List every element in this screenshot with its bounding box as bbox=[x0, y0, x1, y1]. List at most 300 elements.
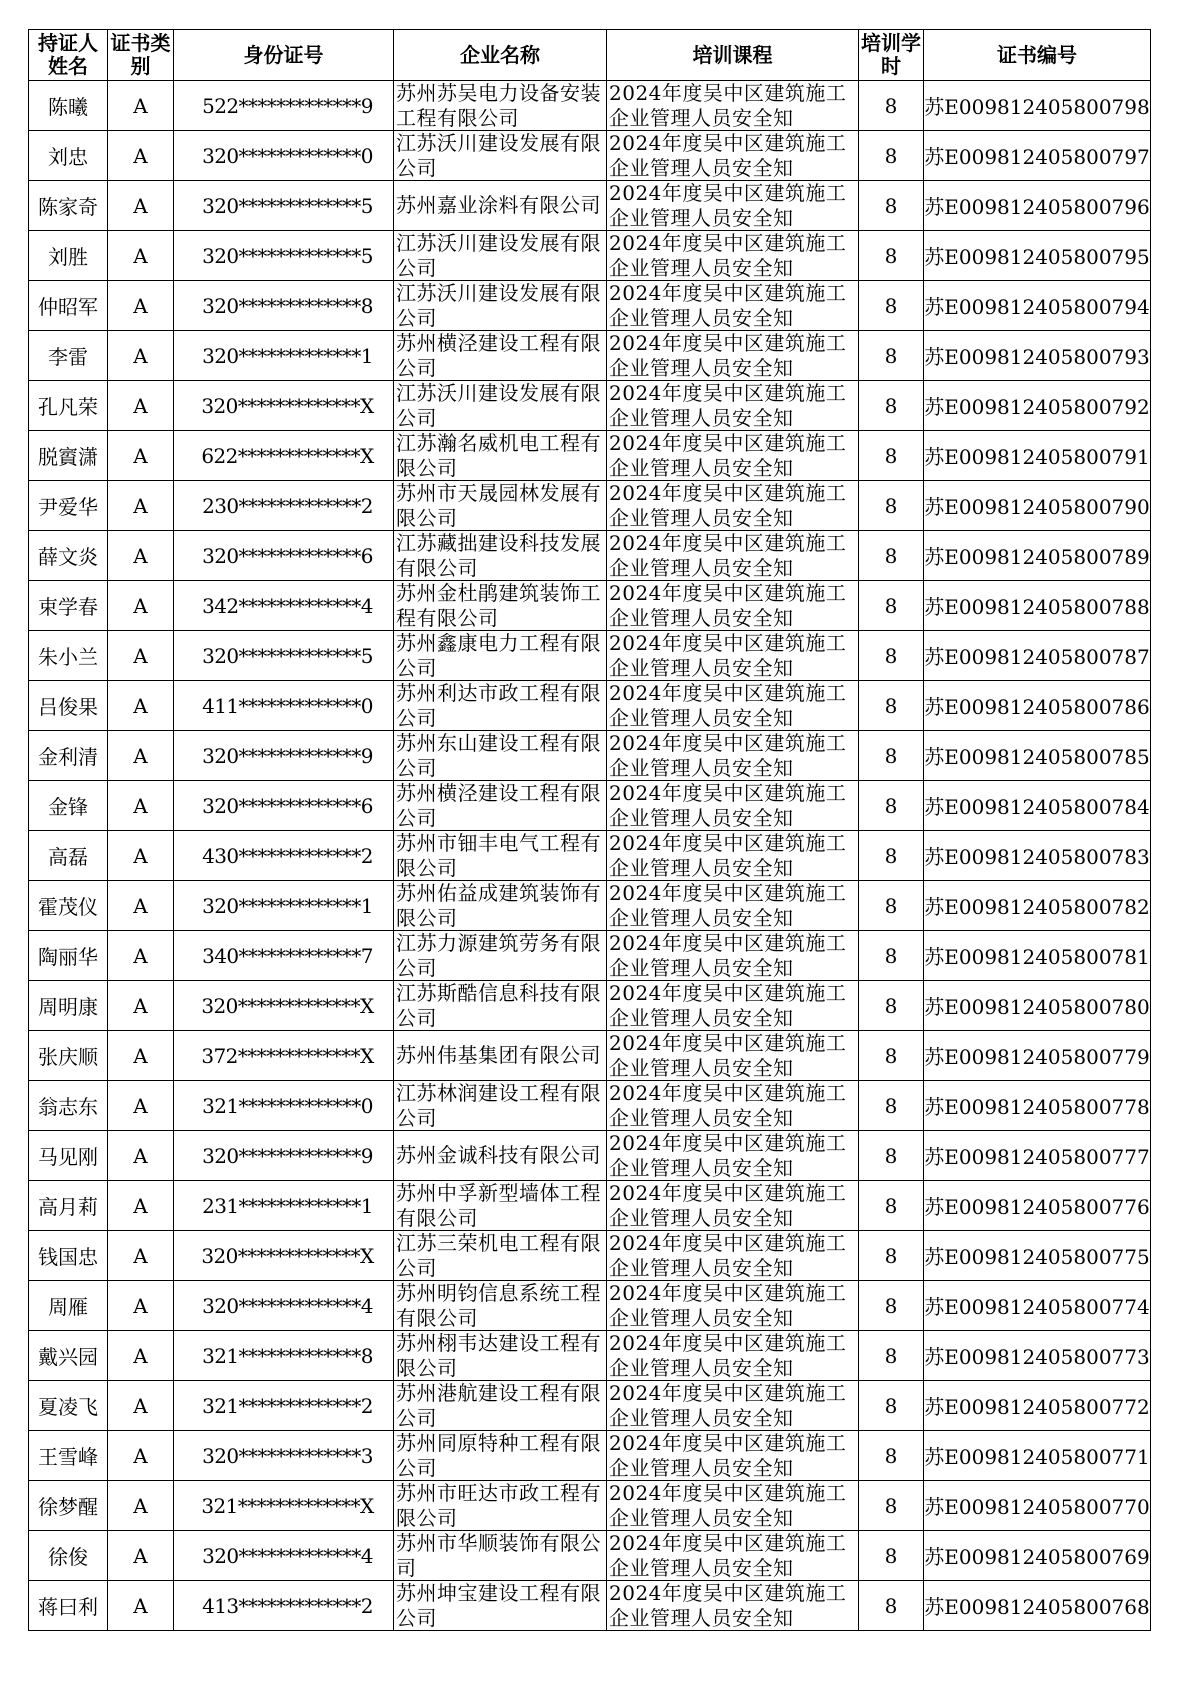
cell-course bbox=[607, 731, 859, 781]
cell-course-text: 2024年度吴中区建筑施工企业管理人员安全知 bbox=[609, 481, 847, 530]
cell-id-number: 320*************1 bbox=[174, 881, 394, 931]
cell-category: A bbox=[108, 1581, 174, 1631]
cell-name: 朱小兰 bbox=[29, 631, 108, 681]
cell-company bbox=[394, 1281, 607, 1331]
cell-cert-number: 苏E009812405800781 bbox=[924, 931, 1151, 981]
cell-hours: 8 bbox=[859, 931, 924, 981]
cell-company-text: 苏州港航建设工程有限公司 bbox=[396, 1381, 601, 1430]
cell-company-text: 江苏藏拙建设科技发展有限公司 bbox=[396, 531, 601, 580]
cell-course bbox=[607, 81, 859, 131]
header-hours: 培训学时 bbox=[859, 30, 924, 81]
cell-cert-number: 苏E009812405800791 bbox=[924, 431, 1151, 481]
cell-name: 束学春 bbox=[29, 581, 108, 631]
cell-hours: 8 bbox=[859, 381, 924, 431]
cell-cert-number: 苏E009812405800769 bbox=[924, 1531, 1151, 1581]
cell-id-number: 230*************2 bbox=[174, 481, 394, 531]
cell-cert-number: 苏E009812405800788 bbox=[924, 581, 1151, 631]
cell-course-text: 2024年度吴中区建筑施工企业管理人员安全知 bbox=[609, 731, 847, 780]
cell-company bbox=[394, 881, 607, 931]
cell-hours: 8 bbox=[859, 631, 924, 681]
cell-id-number: 231*************1 bbox=[174, 1181, 394, 1231]
cell-cert-number: 苏E009812405800793 bbox=[924, 331, 1151, 381]
table-row bbox=[29, 1031, 1151, 1081]
cell-cert-number: 苏E009812405800779 bbox=[924, 1031, 1151, 1081]
cell-name: 刘胜 bbox=[29, 231, 108, 281]
cell-course bbox=[607, 831, 859, 881]
cell-company bbox=[394, 1131, 607, 1181]
table-row bbox=[29, 581, 1151, 631]
cell-course bbox=[607, 1231, 859, 1281]
cell-id-number: 321*************2 bbox=[174, 1381, 394, 1431]
cell-category: A bbox=[108, 981, 174, 1031]
cell-cert-number: 苏E009812405800795 bbox=[924, 231, 1151, 281]
cell-category: A bbox=[108, 531, 174, 581]
cell-name: 马见刚 bbox=[29, 1131, 108, 1181]
cell-course-text: 2024年度吴中区建筑施工企业管理人员安全知 bbox=[609, 1081, 847, 1130]
cell-id-number: 320*************5 bbox=[174, 231, 394, 281]
cell-course bbox=[607, 781, 859, 831]
cell-course bbox=[607, 1181, 859, 1231]
cell-course-text: 2024年度吴中区建筑施工企业管理人员安全知 bbox=[609, 531, 847, 580]
cell-name: 刘忠 bbox=[29, 131, 108, 181]
table-row bbox=[29, 431, 1151, 481]
table-row bbox=[29, 281, 1151, 331]
cell-course bbox=[607, 1281, 859, 1331]
cell-hours: 8 bbox=[859, 1431, 924, 1481]
cell-course bbox=[607, 1531, 859, 1581]
cell-hours: 8 bbox=[859, 431, 924, 481]
table-row bbox=[29, 1531, 1151, 1581]
cell-hours: 8 bbox=[859, 1231, 924, 1281]
cell-name: 王雪峰 bbox=[29, 1431, 108, 1481]
cell-course-text: 2024年度吴中区建筑施工企业管理人员安全知 bbox=[609, 1581, 847, 1630]
cell-id-number: 321*************X bbox=[174, 1481, 394, 1531]
cell-id-number: 320*************1 bbox=[174, 331, 394, 381]
cell-company bbox=[394, 1331, 607, 1381]
cell-course bbox=[607, 431, 859, 481]
cell-course-text: 2024年度吴中区建筑施工企业管理人员安全知 bbox=[609, 231, 847, 280]
cell-category: A bbox=[108, 481, 174, 531]
cell-company-text: 苏州明钧信息系统工程有限公司 bbox=[396, 1281, 601, 1330]
cell-company bbox=[394, 1481, 607, 1531]
cell-category: A bbox=[108, 1281, 174, 1331]
cell-name: 张庆顺 bbox=[29, 1031, 108, 1081]
table-row bbox=[29, 681, 1151, 731]
cell-company bbox=[394, 1081, 607, 1131]
cell-company-text: 苏州佑益成建筑装饰有限公司 bbox=[396, 881, 601, 930]
cell-hours: 8 bbox=[859, 1031, 924, 1081]
cell-name: 仲昭军 bbox=[29, 281, 108, 331]
cell-category: A bbox=[108, 1431, 174, 1481]
cell-hours: 8 bbox=[859, 1581, 924, 1631]
cell-company bbox=[394, 531, 607, 581]
cell-name: 金锋 bbox=[29, 781, 108, 831]
cell-company-text: 苏州市钿丰电气工程有限公司 bbox=[396, 831, 601, 880]
cell-hours: 8 bbox=[859, 881, 924, 931]
cell-name: 尹爱华 bbox=[29, 481, 108, 531]
cell-hours: 8 bbox=[859, 981, 924, 1031]
cell-course bbox=[607, 281, 859, 331]
cell-category: A bbox=[108, 631, 174, 681]
cell-company-text: 苏州金诚科技有限公司 bbox=[396, 1143, 601, 1167]
cell-company-text: 苏州中孚新型墙体工程有限公司 bbox=[396, 1181, 601, 1230]
cell-company bbox=[394, 581, 607, 631]
cell-name: 薛文炎 bbox=[29, 531, 108, 581]
cell-category: A bbox=[108, 231, 174, 281]
table-body bbox=[29, 81, 1151, 1631]
cell-course-text: 2024年度吴中区建筑施工企业管理人员安全知 bbox=[609, 331, 847, 380]
cell-company-text: 苏州栩韦达建设工程有限公司 bbox=[396, 1331, 601, 1380]
cell-hours: 8 bbox=[859, 1381, 924, 1431]
table-row bbox=[29, 731, 1151, 781]
cell-company-text: 江苏力源建筑劳务有限公司 bbox=[396, 931, 601, 980]
cell-company bbox=[394, 631, 607, 681]
table-row bbox=[29, 81, 1151, 131]
cell-course-text: 2024年度吴中区建筑施工企业管理人员安全知 bbox=[609, 681, 847, 730]
table-row bbox=[29, 1581, 1151, 1631]
cell-category: A bbox=[108, 831, 174, 881]
header-id-number: 身份证号 bbox=[174, 30, 394, 81]
cell-company-text: 苏州市天晟园林发展有限公司 bbox=[396, 481, 601, 530]
cell-name: 霍茂仪 bbox=[29, 881, 108, 931]
cell-company-text: 江苏三荣机电工程有限公司 bbox=[396, 1231, 601, 1280]
cell-id-number: 320*************X bbox=[174, 981, 394, 1031]
cell-company-text: 江苏沃川建设发展有限公司 bbox=[396, 231, 601, 280]
cell-category: A bbox=[108, 1131, 174, 1181]
cell-category: A bbox=[108, 431, 174, 481]
table-row bbox=[29, 231, 1151, 281]
cell-company bbox=[394, 681, 607, 731]
cell-course-text: 2024年度吴中区建筑施工企业管理人员安全知 bbox=[609, 1031, 847, 1080]
table-row bbox=[29, 1331, 1151, 1381]
cell-name: 徐梦醒 bbox=[29, 1481, 108, 1531]
table-row bbox=[29, 931, 1151, 981]
cell-course bbox=[607, 1381, 859, 1431]
cell-cert-number: 苏E009812405800768 bbox=[924, 1581, 1151, 1631]
cell-id-number: 320*************X bbox=[174, 381, 394, 431]
cell-hours: 8 bbox=[859, 131, 924, 181]
cell-course-text: 2024年度吴中区建筑施工企业管理人员安全知 bbox=[609, 631, 847, 680]
cell-cert-number: 苏E009812405800794 bbox=[924, 281, 1151, 331]
cell-hours: 8 bbox=[859, 281, 924, 331]
cell-id-number: 622*************X bbox=[174, 431, 394, 481]
cell-hours: 8 bbox=[859, 1081, 924, 1131]
cell-id-number: 320*************3 bbox=[174, 1431, 394, 1481]
cell-course bbox=[607, 981, 859, 1031]
cell-company bbox=[394, 1031, 607, 1081]
cell-category: A bbox=[108, 281, 174, 331]
cell-course bbox=[607, 1031, 859, 1081]
cell-company-text: 江苏沃川建设发展有限公司 bbox=[396, 381, 601, 430]
cell-id-number: 320*************5 bbox=[174, 181, 394, 231]
cell-category: A bbox=[108, 581, 174, 631]
cell-name: 周雁 bbox=[29, 1281, 108, 1331]
cell-name: 蒋曰利 bbox=[29, 1581, 108, 1631]
cell-course-text: 2024年度吴中区建筑施工企业管理人员安全知 bbox=[609, 781, 847, 830]
cell-name: 戴兴园 bbox=[29, 1331, 108, 1381]
table-header-row bbox=[29, 30, 1151, 81]
cell-hours: 8 bbox=[859, 1331, 924, 1381]
table-row bbox=[29, 531, 1151, 581]
cell-id-number: 321*************8 bbox=[174, 1331, 394, 1381]
cell-company bbox=[394, 381, 607, 431]
header-course: 培训课程 bbox=[607, 30, 859, 81]
cell-category: A bbox=[108, 81, 174, 131]
cell-category: A bbox=[108, 1331, 174, 1381]
cell-name: 钱国忠 bbox=[29, 1231, 108, 1281]
cell-name: 金利清 bbox=[29, 731, 108, 781]
cell-company-text: 苏州利达市政工程有限公司 bbox=[396, 681, 601, 730]
table-row bbox=[29, 781, 1151, 831]
cell-course-text: 2024年度吴中区建筑施工企业管理人员安全知 bbox=[609, 1331, 847, 1380]
table-row bbox=[29, 1281, 1151, 1331]
cell-hours: 8 bbox=[859, 481, 924, 531]
cell-course-text: 2024年度吴中区建筑施工企业管理人员安全知 bbox=[609, 131, 847, 180]
cell-id-number: 411*************0 bbox=[174, 681, 394, 731]
cell-course bbox=[607, 531, 859, 581]
cell-name: 孔凡荣 bbox=[29, 381, 108, 431]
cell-company-text: 苏州金杜鹃建筑装饰工程有限公司 bbox=[396, 581, 601, 630]
cell-cert-number: 苏E009812405800797 bbox=[924, 131, 1151, 181]
cell-company bbox=[394, 431, 607, 481]
cell-cert-number: 苏E009812405800786 bbox=[924, 681, 1151, 731]
cell-cert-number: 苏E009812405800775 bbox=[924, 1231, 1151, 1281]
header-company: 企业名称 bbox=[394, 30, 607, 81]
cell-id-number: 320*************9 bbox=[174, 1131, 394, 1181]
table-row bbox=[29, 1131, 1151, 1181]
cell-company bbox=[394, 931, 607, 981]
cell-company bbox=[394, 131, 607, 181]
cell-category: A bbox=[108, 781, 174, 831]
cell-course bbox=[607, 381, 859, 431]
cell-hours: 8 bbox=[859, 231, 924, 281]
cell-hours: 8 bbox=[859, 81, 924, 131]
cell-company bbox=[394, 181, 607, 231]
cell-cert-number: 苏E009812405800784 bbox=[924, 781, 1151, 831]
cell-id-number: 342*************4 bbox=[174, 581, 394, 631]
cell-course-text: 2024年度吴中区建筑施工企业管理人员安全知 bbox=[609, 581, 847, 630]
cell-course bbox=[607, 931, 859, 981]
table-row bbox=[29, 1081, 1151, 1131]
cell-course-text: 2024年度吴中区建筑施工企业管理人员安全知 bbox=[609, 1231, 847, 1280]
cell-category: A bbox=[108, 681, 174, 731]
cell-name: 夏凌飞 bbox=[29, 1381, 108, 1431]
cell-category: A bbox=[108, 331, 174, 381]
table-row bbox=[29, 1431, 1151, 1481]
cell-hours: 8 bbox=[859, 831, 924, 881]
cell-course bbox=[607, 1131, 859, 1181]
cell-company bbox=[394, 81, 607, 131]
cell-id-number: 321*************0 bbox=[174, 1081, 394, 1131]
cell-company-text: 江苏沃川建设发展有限公司 bbox=[396, 281, 601, 330]
cell-name: 陈家奇 bbox=[29, 181, 108, 231]
cell-id-number: 522*************9 bbox=[174, 81, 394, 131]
cell-course bbox=[607, 131, 859, 181]
certificate-table bbox=[28, 29, 1151, 1631]
cell-company bbox=[394, 781, 607, 831]
cell-cert-number: 苏E009812405800796 bbox=[924, 181, 1151, 231]
table-row bbox=[29, 881, 1151, 931]
cell-hours: 8 bbox=[859, 1281, 924, 1331]
cell-id-number: 320*************4 bbox=[174, 1281, 394, 1331]
table-row bbox=[29, 1481, 1151, 1531]
table-row bbox=[29, 181, 1151, 231]
cell-id-number: 413*************2 bbox=[174, 1581, 394, 1631]
cell-cert-number: 苏E009812405800783 bbox=[924, 831, 1151, 881]
cell-company bbox=[394, 1581, 607, 1631]
table-row bbox=[29, 831, 1151, 881]
cell-course-text: 2024年度吴中区建筑施工企业管理人员安全知 bbox=[609, 1531, 847, 1580]
cell-name: 徐俊 bbox=[29, 1531, 108, 1581]
cell-course bbox=[607, 1431, 859, 1481]
table-row bbox=[29, 381, 1151, 431]
cell-hours: 8 bbox=[859, 731, 924, 781]
cell-company bbox=[394, 981, 607, 1031]
cell-category: A bbox=[108, 181, 174, 231]
cell-course bbox=[607, 481, 859, 531]
header-category: 证书类别 bbox=[108, 30, 174, 81]
cell-cert-number: 苏E009812405800777 bbox=[924, 1131, 1151, 1181]
cell-company bbox=[394, 731, 607, 781]
cell-name: 陈曦 bbox=[29, 81, 108, 131]
cell-company-text: 江苏林润建设工程有限公司 bbox=[396, 1081, 601, 1130]
cell-company bbox=[394, 1181, 607, 1231]
cell-id-number: 372*************X bbox=[174, 1031, 394, 1081]
cell-category: A bbox=[108, 731, 174, 781]
cell-course-text: 2024年度吴中区建筑施工企业管理人员安全知 bbox=[609, 831, 847, 880]
cell-company bbox=[394, 831, 607, 881]
cell-course bbox=[607, 681, 859, 731]
cell-course bbox=[607, 631, 859, 681]
cell-course-text: 2024年度吴中区建筑施工企业管理人员安全知 bbox=[609, 181, 847, 230]
cell-company-text: 苏州鑫康电力工程有限公司 bbox=[396, 631, 601, 680]
cell-id-number: 320*************5 bbox=[174, 631, 394, 681]
cell-cert-number: 苏E009812405800780 bbox=[924, 981, 1151, 1031]
cell-cert-number: 苏E009812405800774 bbox=[924, 1281, 1151, 1331]
cell-category: A bbox=[108, 1181, 174, 1231]
cell-hours: 8 bbox=[859, 181, 924, 231]
cell-company-text: 苏州坤宝建设工程有限公司 bbox=[396, 1581, 601, 1630]
cell-category: A bbox=[108, 931, 174, 981]
cell-cert-number: 苏E009812405800782 bbox=[924, 881, 1151, 931]
cell-course-text: 2024年度吴中区建筑施工企业管理人员安全知 bbox=[609, 1181, 847, 1230]
cell-course-text: 2024年度吴中区建筑施工企业管理人员安全知 bbox=[609, 1281, 847, 1330]
table-row bbox=[29, 131, 1151, 181]
cell-hours: 8 bbox=[859, 1131, 924, 1181]
cell-cert-number: 苏E009812405800792 bbox=[924, 381, 1151, 431]
cell-course bbox=[607, 581, 859, 631]
cell-hours: 8 bbox=[859, 681, 924, 731]
cell-company bbox=[394, 481, 607, 531]
cell-name: 吕俊果 bbox=[29, 681, 108, 731]
cell-course bbox=[607, 1581, 859, 1631]
cell-course bbox=[607, 1081, 859, 1131]
cell-name: 陶丽华 bbox=[29, 931, 108, 981]
cell-name: 高磊 bbox=[29, 831, 108, 881]
cell-hours: 8 bbox=[859, 1481, 924, 1531]
cell-company bbox=[394, 1231, 607, 1281]
cell-name: 翁志东 bbox=[29, 1081, 108, 1131]
cell-id-number: 320*************0 bbox=[174, 131, 394, 181]
header-name: 持证人姓名 bbox=[29, 30, 108, 81]
cell-company-text: 苏州嘉业涂料有限公司 bbox=[396, 193, 601, 217]
cell-name: 李雷 bbox=[29, 331, 108, 381]
cell-course bbox=[607, 181, 859, 231]
cell-company bbox=[394, 1381, 607, 1431]
cell-course-text: 2024年度吴中区建筑施工企业管理人员安全知 bbox=[609, 81, 847, 130]
cell-company-text: 江苏沃川建设发展有限公司 bbox=[396, 131, 601, 180]
cell-cert-number: 苏E009812405800773 bbox=[924, 1331, 1151, 1381]
cell-company bbox=[394, 331, 607, 381]
cell-course bbox=[607, 331, 859, 381]
cell-id-number: 320*************8 bbox=[174, 281, 394, 331]
cell-category: A bbox=[108, 1031, 174, 1081]
cell-company-text: 苏州伟基集团有限公司 bbox=[396, 1043, 601, 1067]
cell-cert-number: 苏E009812405800771 bbox=[924, 1431, 1151, 1481]
cell-cert-number: 苏E009812405800772 bbox=[924, 1381, 1151, 1431]
cell-id-number: 340*************7 bbox=[174, 931, 394, 981]
cell-cert-number: 苏E009812405800776 bbox=[924, 1181, 1151, 1231]
cell-category: A bbox=[108, 381, 174, 431]
cell-course bbox=[607, 1481, 859, 1531]
cell-course bbox=[607, 1331, 859, 1381]
cell-category: A bbox=[108, 1231, 174, 1281]
cell-hours: 8 bbox=[859, 1531, 924, 1581]
table-row bbox=[29, 981, 1151, 1031]
cell-course-text: 2024年度吴中区建筑施工企业管理人员安全知 bbox=[609, 931, 847, 980]
cell-category: A bbox=[108, 1381, 174, 1431]
cell-company bbox=[394, 1431, 607, 1481]
header-cert-number: 证书编号 bbox=[924, 30, 1151, 81]
cell-cert-number: 苏E009812405800778 bbox=[924, 1081, 1151, 1131]
table-row bbox=[29, 1231, 1151, 1281]
cell-company bbox=[394, 231, 607, 281]
cell-cert-number: 苏E009812405800798 bbox=[924, 81, 1151, 131]
cell-category: A bbox=[108, 1081, 174, 1131]
table-row bbox=[29, 1381, 1151, 1431]
cell-category: A bbox=[108, 1531, 174, 1581]
table-row bbox=[29, 481, 1151, 531]
cell-category: A bbox=[108, 1481, 174, 1531]
cell-course-text: 2024年度吴中区建筑施工企业管理人员安全知 bbox=[609, 881, 847, 930]
cell-name: 脱賨潇 bbox=[29, 431, 108, 481]
cell-course-text: 2024年度吴中区建筑施工企业管理人员安全知 bbox=[609, 1481, 847, 1530]
cell-course-text: 2024年度吴中区建筑施工企业管理人员安全知 bbox=[609, 1131, 847, 1180]
cell-cert-number: 苏E009812405800785 bbox=[924, 731, 1151, 781]
cell-category: A bbox=[108, 131, 174, 181]
cell-cert-number: 苏E009812405800790 bbox=[924, 481, 1151, 531]
cell-company-text: 苏州同原特种工程有限公司 bbox=[396, 1431, 601, 1480]
cell-course-text: 2024年度吴中区建筑施工企业管理人员安全知 bbox=[609, 1381, 847, 1430]
cell-cert-number: 苏E009812405800789 bbox=[924, 531, 1151, 581]
cell-cert-number: 苏E009812405800787 bbox=[924, 631, 1151, 681]
cell-hours: 8 bbox=[859, 531, 924, 581]
cell-id-number: 320*************6 bbox=[174, 781, 394, 831]
cell-course-text: 2024年度吴中区建筑施工企业管理人员安全知 bbox=[609, 981, 847, 1030]
cell-hours: 8 bbox=[859, 331, 924, 381]
cell-course bbox=[607, 231, 859, 281]
cell-course-text: 2024年度吴中区建筑施工企业管理人员安全知 bbox=[609, 431, 847, 480]
cell-name: 高月莉 bbox=[29, 1181, 108, 1231]
cell-company-text: 苏州市华顺装饰有限公司 bbox=[396, 1531, 601, 1580]
cell-company-text: 苏州苏吴电力设备安装工程有限公司 bbox=[396, 81, 601, 130]
cell-id-number: 320*************6 bbox=[174, 531, 394, 581]
cell-company bbox=[394, 1531, 607, 1581]
cell-category: A bbox=[108, 881, 174, 931]
cell-course-text: 2024年度吴中区建筑施工企业管理人员安全知 bbox=[609, 381, 847, 430]
cell-id-number: 430*************2 bbox=[174, 831, 394, 881]
cell-company-text: 苏州横泾建设工程有限公司 bbox=[396, 781, 601, 830]
